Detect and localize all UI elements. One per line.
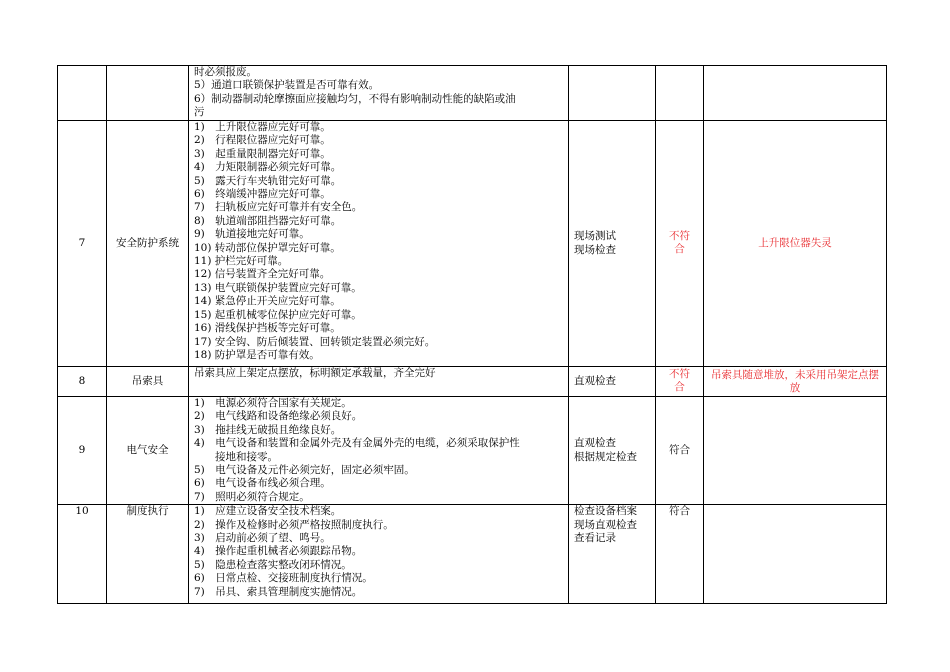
- requirement-line: 接地和接零。: [194, 450, 278, 463]
- table-row: [58, 397, 887, 505]
- requirement-line: 7) 吊具、索具管理制度实施情况。: [194, 585, 363, 598]
- row-number: 8: [58, 367, 107, 397]
- inspection-item: 安全防护系统: [107, 121, 189, 367]
- requirement-line: 11) 护栏完好可靠。: [194, 255, 289, 268]
- row-number: [58, 66, 107, 121]
- remark-cell: [704, 367, 887, 397]
- result-cell: [656, 367, 704, 397]
- requirement-line: 3) 拖挂线无破损且绝缘良好。: [194, 423, 342, 436]
- inspection-table-body: [58, 66, 887, 604]
- requirement-line: 5) 电气设备及元件必须完好，固定必须牢固。: [194, 464, 415, 477]
- remark-text: 吊索具随意堆放，未采用吊架定点摆放: [711, 368, 879, 394]
- row-number: 9: [58, 397, 107, 505]
- requirement-line: 7) 照明必须符合规定。: [194, 490, 310, 503]
- method-line: 检查设备档案: [574, 505, 637, 518]
- method-line: 查看记录: [574, 532, 616, 545]
- requirement-line: 12) 信号装置齐全完好可靠。: [194, 268, 331, 281]
- row-number: 7: [58, 121, 107, 367]
- requirement-line: 4) 电气设备和装置和金属外壳及有金属外壳的电缆，必须采取保护性: [194, 437, 520, 450]
- requirement-line: 6）制动器制动轮摩擦面应接触均匀，不得有影响制动性能的缺陷或油: [194, 92, 516, 105]
- requirement-line: 18) 防护罩是否可靠有效。: [194, 348, 320, 361]
- inspection-item: 吊索具: [107, 367, 189, 397]
- method-line: 现场测试: [574, 230, 616, 243]
- method-line: 根据规定检查: [574, 450, 637, 463]
- method-cell: [569, 397, 656, 505]
- inspection-table: [57, 65, 887, 604]
- requirements-cell: [189, 367, 569, 397]
- requirement-line: 1) 上升限位器应完好可靠。: [194, 121, 331, 133]
- method-cell: [569, 121, 656, 367]
- requirement-line: 6) 终端缓冲器应完好可靠。: [194, 188, 331, 201]
- remark-cell: [704, 66, 887, 121]
- table-row: [58, 121, 887, 367]
- requirement-line: 3) 起重量限制器完好可靠。: [194, 147, 331, 160]
- requirement-line: 1) 电源必须符合国家有关规定。: [194, 397, 352, 409]
- requirement-line: 10) 转动部位保护罩完好可靠。: [194, 241, 341, 254]
- remark-text: 上升限位器失灵: [758, 236, 832, 249]
- requirement-line: 1) 应建立设备安全技术档案。: [194, 505, 342, 518]
- remark-cell: [704, 397, 887, 505]
- requirement-line: 9) 轨道接地完好可靠。: [194, 228, 310, 241]
- requirements-cell: [189, 505, 569, 604]
- result-cell: [656, 121, 704, 367]
- row-number: 10: [58, 505, 107, 604]
- requirement-line: 2) 电气线路和设备绝缘必须良好。: [194, 410, 363, 423]
- method-line: 现场直观检查: [574, 518, 637, 531]
- requirement-line: 3) 启动前必须了望、鸣号。: [194, 532, 331, 545]
- method-line: 直观检查: [574, 437, 616, 450]
- result-label: 符合: [669, 505, 690, 518]
- method-line: 直观检查: [574, 374, 616, 387]
- requirement-line: 2) 行程限位器应完好可靠。: [194, 134, 331, 147]
- method-line: 现场检查: [574, 243, 616, 256]
- table-row: [58, 505, 887, 604]
- result-cell: [656, 66, 704, 121]
- requirements-cell: [189, 66, 569, 121]
- inspection-item: [107, 66, 189, 121]
- requirement-line: 14) 紧急停止开关应完好可靠。: [194, 295, 341, 308]
- result-cell: [656, 397, 704, 505]
- requirements-cell: [189, 121, 569, 367]
- requirement-line: 污: [194, 106, 205, 119]
- result-label: 不符合: [669, 368, 690, 394]
- result-label: 符合: [669, 443, 690, 456]
- requirement-line: 17) 安全钩、防后倾装置、回转锁定装置必须完好。: [194, 335, 436, 348]
- result-cell: [656, 505, 704, 604]
- requirement-line: 4) 操作起重机械者必须跟踪吊物。: [194, 545, 363, 558]
- inspection-item: 制度执行: [107, 505, 189, 604]
- method-cell: [569, 505, 656, 604]
- requirement-line: 2) 操作及检修时必须严格按照制度执行。: [194, 518, 394, 531]
- requirement-line: 15) 起重机械零位保护应完好可靠。: [194, 308, 362, 321]
- table-row: [58, 367, 887, 397]
- remark-cell: [704, 121, 887, 367]
- requirement-line: 5) 露天行车夹轨钳完好可靠。: [194, 174, 342, 187]
- requirement-line: 6) 电气设备布线必须合理。: [194, 477, 331, 490]
- method-cell: [569, 367, 656, 397]
- table-row: [58, 66, 887, 121]
- requirement-line: 7) 扫轨板应完好可靠并有安全色。: [194, 201, 363, 214]
- requirements-cell: [189, 397, 569, 505]
- requirement-line: 时必须报废。: [194, 66, 257, 78]
- requirement-line: 5）通道口联锁保护装置是否可靠有效。: [194, 79, 380, 92]
- requirement-line: 8) 轨道端部阻挡器完好可靠。: [194, 214, 342, 227]
- requirement-line: 16) 滑线保护挡板等完好可靠。: [194, 322, 341, 335]
- requirement-line: 6) 日常点检、交接班制度执行情况。: [194, 572, 373, 585]
- result-label: 不符合: [669, 230, 690, 256]
- requirement-line: 5) 隐患检查落实整改闭环情况。: [194, 558, 352, 571]
- method-cell: [569, 66, 656, 121]
- remark-cell: [704, 505, 887, 604]
- requirement-line: 4) 力矩限制器必须完好可靠。: [194, 161, 342, 174]
- requirement-line: 吊索具应上架定点摆放，标明额定承载量，齐全完好: [194, 367, 436, 379]
- inspection-item: 电气安全: [107, 397, 189, 505]
- requirement-line: 13) 电气联锁保护装置应完好可靠。: [194, 281, 362, 294]
